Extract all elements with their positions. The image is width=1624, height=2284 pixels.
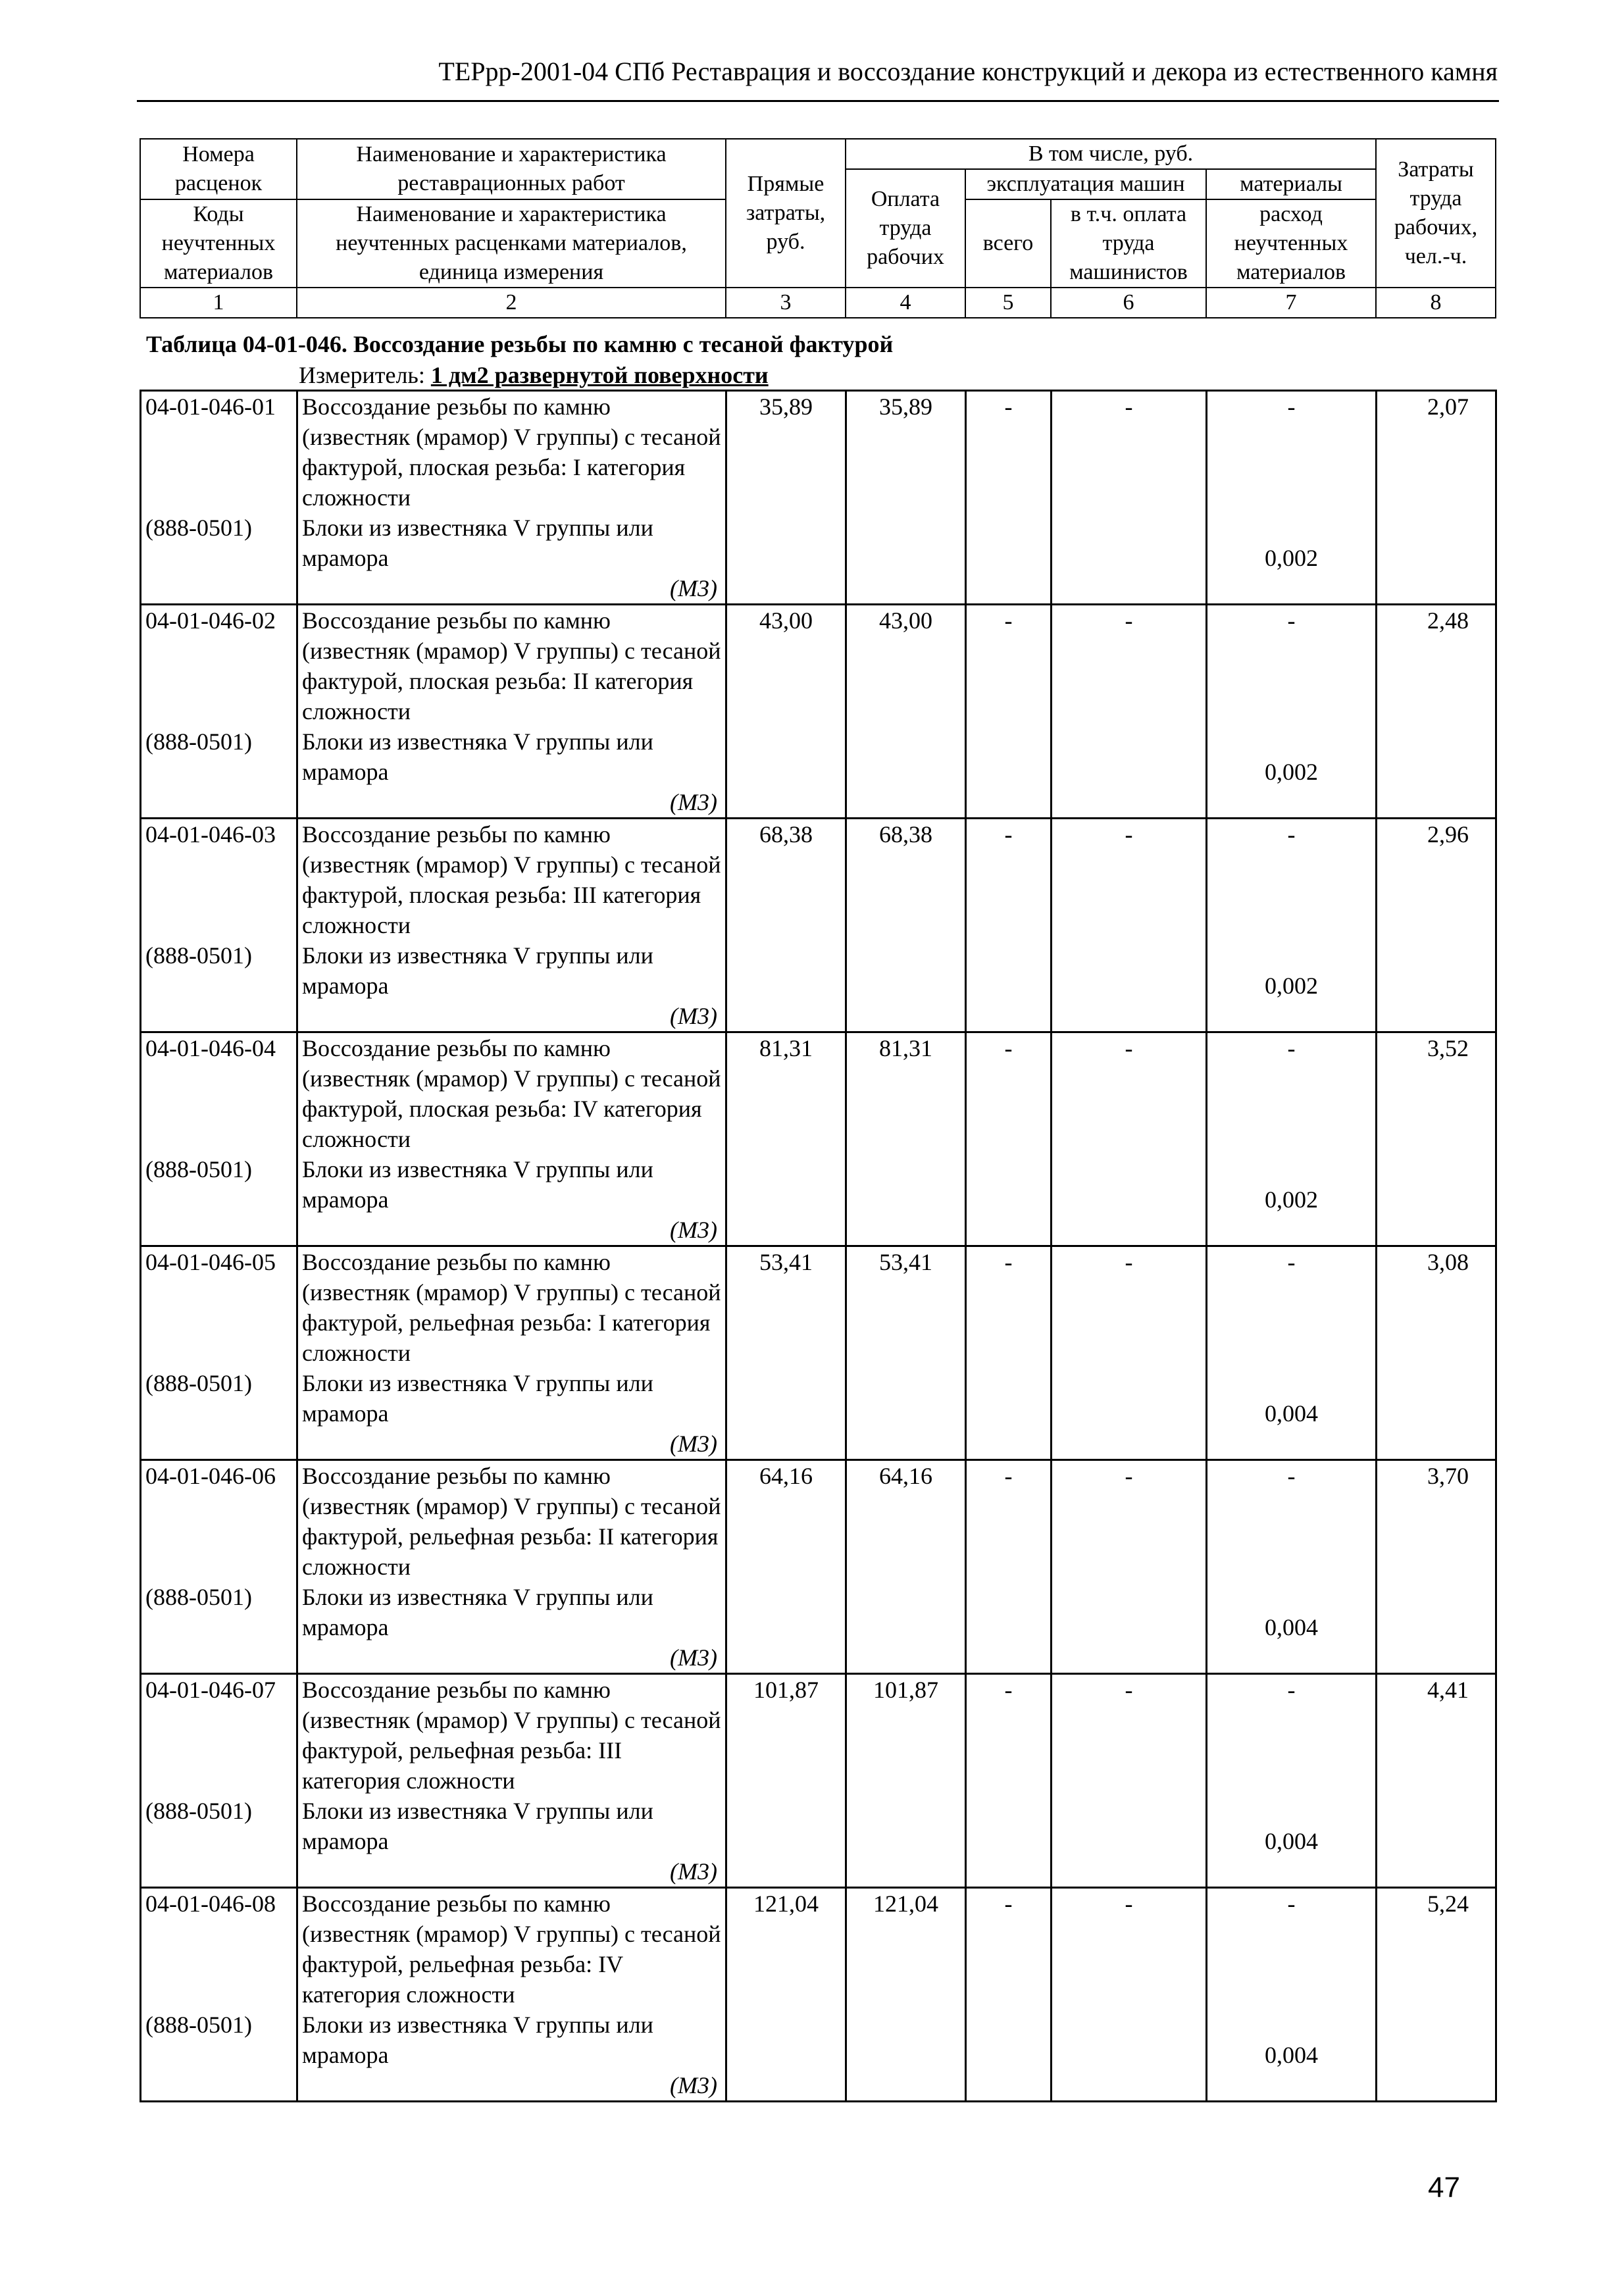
direct-costs: 81,31	[726, 1032, 846, 1246]
machinist-pay: -	[1052, 1246, 1207, 1460]
machinist-pay: -	[1052, 1888, 1207, 2102]
labor-pay: 64,16	[846, 1460, 966, 1674]
column-number-cell: 6	[1051, 288, 1206, 318]
material-code: (888-0501)	[145, 1370, 252, 1396]
materials-cell	[1207, 819, 1377, 1032]
machinist-pay: -	[1052, 391, 1207, 605]
column-number-cell: 3	[726, 288, 846, 318]
page-header: ТЕРрр-2001-04 СПб Реставрация и воссоздание конструкций и декора из естественного камня	[438, 57, 1498, 86]
materials-cost: -	[1287, 821, 1296, 848]
material-code: (888-0501)	[145, 1584, 252, 1610]
column-numbers-row	[140, 288, 1496, 318]
material-name: Блоки из известняка V группы или мрамора	[302, 1156, 653, 1213]
labor-hours: 5,24	[1377, 1888, 1496, 2102]
labor-hours: 2,96	[1377, 819, 1496, 1032]
header-rate-numbers: Номера расценок	[140, 139, 297, 199]
code-cell	[141, 1032, 297, 1246]
machines-total: -	[966, 1460, 1052, 1674]
material-name: Блоки из известняка V группы или мрамора	[302, 1370, 653, 1427]
table-row	[141, 1246, 1496, 1460]
rate-name: Воссоздание резьбы по камню (известняк (мрамор) V группы) с тесаной фактурой, плоская резьба: II категория сложности	[302, 607, 721, 724]
material-consumption: 0,004	[1265, 1614, 1318, 1640]
direct-costs: 64,16	[726, 1460, 846, 1674]
labor-pay: 101,87	[846, 1674, 966, 1888]
code-cell	[141, 1460, 297, 1674]
machinist-pay: -	[1052, 1460, 1207, 1674]
labor-hours: 2,48	[1377, 605, 1496, 819]
name-cell	[297, 1246, 726, 1460]
rate-name: Воссоздание резьбы по камню (известняк (мрамор) V группы) с тесаной фактурой, плоская резьба: III категория сложности	[302, 821, 721, 938]
material-code: (888-0501)	[145, 728, 252, 755]
table-row	[141, 819, 1496, 1032]
machinist-pay: -	[1052, 819, 1207, 1032]
machines-total: -	[966, 1246, 1052, 1460]
labor-hours: 4,41	[1377, 1674, 1496, 1888]
labor-pay: 43,00	[846, 605, 966, 819]
column-header-table	[140, 138, 1496, 318]
materials-cell	[1207, 1032, 1377, 1246]
rate-code: 04-01-046-02	[145, 607, 276, 634]
materials-cost: -	[1287, 1249, 1296, 1275]
materials-cell	[1207, 1460, 1377, 1674]
code-cell	[141, 1888, 297, 2102]
code-cell	[141, 819, 297, 1032]
table-row	[141, 1888, 1496, 2102]
code-cell	[141, 1674, 297, 1888]
material-consumption: 0,002	[1265, 973, 1318, 999]
name-cell	[297, 819, 726, 1032]
direct-costs: 53,41	[726, 1246, 846, 1460]
machinist-pay: -	[1052, 605, 1207, 819]
header-materials: материалы	[1206, 169, 1376, 199]
direct-costs: 68,38	[726, 819, 846, 1032]
material-code: (888-0501)	[145, 1798, 252, 1824]
materials-cost: -	[1287, 1677, 1296, 1703]
labor-pay: 121,04	[846, 1888, 966, 2102]
labor-pay: 53,41	[846, 1246, 966, 1460]
name-cell	[297, 1032, 726, 1246]
rate-code: 04-01-046-01	[145, 393, 276, 420]
material-name: Блоки из известняка V группы или мрамора	[302, 728, 653, 785]
material-name: Блоки из известняка V группы или мрамора	[302, 515, 653, 571]
materials-cell	[1207, 1674, 1377, 1888]
name-cell	[297, 391, 726, 605]
material-consumption: 0,002	[1265, 1186, 1318, 1213]
rate-name: Воссоздание резьбы по камню (известняк (мрамор) V группы) с тесаной фактурой, рельефная резьба: IV категория сложности	[302, 1891, 721, 2008]
column-number-cell: 8	[1376, 288, 1496, 318]
labor-hours: 3,52	[1377, 1032, 1496, 1246]
materials-cost: -	[1287, 1463, 1296, 1489]
header-machinist-pay: в т.ч. оплата труда машинистов	[1051, 199, 1206, 288]
labor-pay: 81,31	[846, 1032, 966, 1246]
rate-code: 04-01-046-05	[145, 1249, 276, 1275]
material-consumption: 0,004	[1265, 2042, 1318, 2068]
labor-hours: 2,07	[1377, 391, 1496, 605]
material-code: (888-0501)	[145, 1156, 252, 1182]
materials-cell	[1207, 391, 1377, 605]
direct-costs: 43,00	[726, 605, 846, 819]
direct-costs: 35,89	[726, 391, 846, 605]
material-name: Блоки из известняка V группы или мрамора	[302, 2012, 653, 2068]
material-unit: (М3)	[670, 789, 717, 815]
material-unit: (М3)	[670, 1431, 717, 1457]
name-cell	[297, 1460, 726, 1674]
materials-cell	[1207, 1888, 1377, 2102]
material-consumption: 0,004	[1265, 1400, 1318, 1427]
rate-name: Воссоздание резьбы по камню (известняк (мрамор) V группы) с тесаной фактурой, плоская резьба: I категория сложности	[302, 393, 721, 511]
rate-code: 04-01-046-08	[145, 1891, 276, 1917]
material-unit: (М3)	[670, 1003, 717, 1029]
table-row	[141, 1674, 1496, 1888]
header-labor-pay: Оплата труда рабочих	[846, 169, 965, 288]
material-code: (888-0501)	[145, 942, 252, 969]
name-cell	[297, 1674, 726, 1888]
rate-code: 04-01-046-06	[145, 1463, 276, 1489]
name-cell	[297, 1888, 726, 2102]
table-row	[141, 605, 1496, 819]
labor-pay: 35,89	[846, 391, 966, 605]
rate-name: Воссоздание резьбы по камню (известняк (мрамор) V группы) с тесаной фактурой, плоская резьба: IV категория сложности	[302, 1035, 721, 1152]
header-rule	[137, 100, 1499, 102]
machinist-pay: -	[1052, 1032, 1207, 1246]
code-cell	[141, 391, 297, 605]
table-row	[141, 391, 1496, 605]
rate-name: Воссоздание резьбы по камню (известняк (мрамор) V группы) с тесаной фактурой, рельефная резьба: III категория сложности	[302, 1677, 721, 1794]
materials-cost: -	[1287, 1035, 1296, 1061]
materials-cost: -	[1287, 393, 1296, 420]
table-row	[141, 1460, 1496, 1674]
material-consumption: 0,002	[1265, 545, 1318, 571]
column-number-cell: 4	[846, 288, 965, 318]
material-name: Блоки из известняка V группы или мрамора	[302, 1584, 653, 1640]
column-number-cell: 5	[965, 288, 1051, 318]
material-code: (888-0501)	[145, 515, 252, 541]
header-machine-total: всего	[965, 199, 1051, 288]
header-including: В том числе, руб.	[846, 139, 1376, 169]
column-number-cell: 1	[140, 288, 297, 318]
materials-cost: -	[1287, 607, 1296, 634]
header-labor-hours: Затраты труда рабочих, чел.-ч.	[1376, 139, 1496, 288]
machines-total: -	[966, 1888, 1052, 2102]
table-row	[141, 1032, 1496, 1246]
material-unit: (М3)	[670, 575, 717, 601]
machines-total: -	[966, 1674, 1052, 1888]
measure-value: 1 дм2 развернутой поверхности	[430, 362, 769, 388]
materials-cost: -	[1287, 1891, 1296, 1917]
material-code: (888-0501)	[145, 2012, 252, 2038]
column-number-cell: 7	[1206, 288, 1376, 318]
rate-code: 04-01-046-07	[145, 1677, 276, 1703]
measure-label: Измеритель:	[299, 362, 431, 388]
header-machine-operation: эксплуатация машин	[965, 169, 1206, 199]
code-cell	[141, 605, 297, 819]
rate-name: Воссоздание резьбы по камню (известняк (мрамор) V группы) с тесаной фактурой, рельефная резьба: I категория сложности	[302, 1249, 721, 1366]
machines-total: -	[966, 605, 1052, 819]
material-unit: (М3)	[670, 2072, 717, 2098]
material-unit: (М3)	[670, 1858, 717, 1885]
page-number: 47	[1428, 2171, 1460, 2204]
material-unit: (М3)	[670, 1217, 717, 1243]
direct-costs: 121,04	[726, 1888, 846, 2102]
header-material-codes: Коды неучтенных материалов	[140, 199, 297, 288]
header-rate-name: Наименование и характеристика реставрационных работ	[297, 139, 726, 199]
material-consumption: 0,004	[1265, 1828, 1318, 1854]
column-number-cell: 2	[297, 288, 726, 318]
rate-code: 04-01-046-03	[145, 821, 276, 848]
labor-pay: 68,38	[846, 819, 966, 1032]
machines-total: -	[966, 819, 1052, 1032]
machines-total: -	[966, 1032, 1052, 1246]
material-consumption: 0,002	[1265, 759, 1318, 785]
rate-name: Воссоздание резьбы по камню (известняк (мрамор) V группы) с тесаной фактурой, рельефная резьба: II категория сложности	[302, 1463, 721, 1580]
code-cell	[141, 1246, 297, 1460]
materials-cell	[1207, 1246, 1377, 1460]
table-title: Таблица 04-01-046. Воссоздание резьбы по камню с тесаной фактурой	[146, 331, 894, 357]
rates-table	[140, 390, 1497, 2102]
material-name: Блоки из известняка V группы или мрамора	[302, 942, 653, 999]
direct-costs: 101,87	[726, 1674, 846, 1888]
header-direct-costs: Прямые затраты, руб.	[726, 139, 846, 288]
header-material-name: Наименование и характеристика неучтенных расценками материалов, единица измерения	[297, 199, 726, 288]
rate-code: 04-01-046-04	[145, 1035, 276, 1061]
material-unit: (М3)	[670, 1644, 717, 1671]
materials-cell	[1207, 605, 1377, 819]
machines-total: -	[966, 391, 1052, 605]
name-cell	[297, 605, 726, 819]
labor-hours: 3,08	[1377, 1246, 1496, 1460]
header-unaccounted-consumption: расход неучтенных материалов	[1206, 199, 1376, 288]
material-name: Блоки из известняка V группы или мрамора	[302, 1798, 653, 1854]
labor-hours: 3,70	[1377, 1460, 1496, 1674]
machinist-pay: -	[1052, 1674, 1207, 1888]
table-measure	[299, 361, 769, 390]
